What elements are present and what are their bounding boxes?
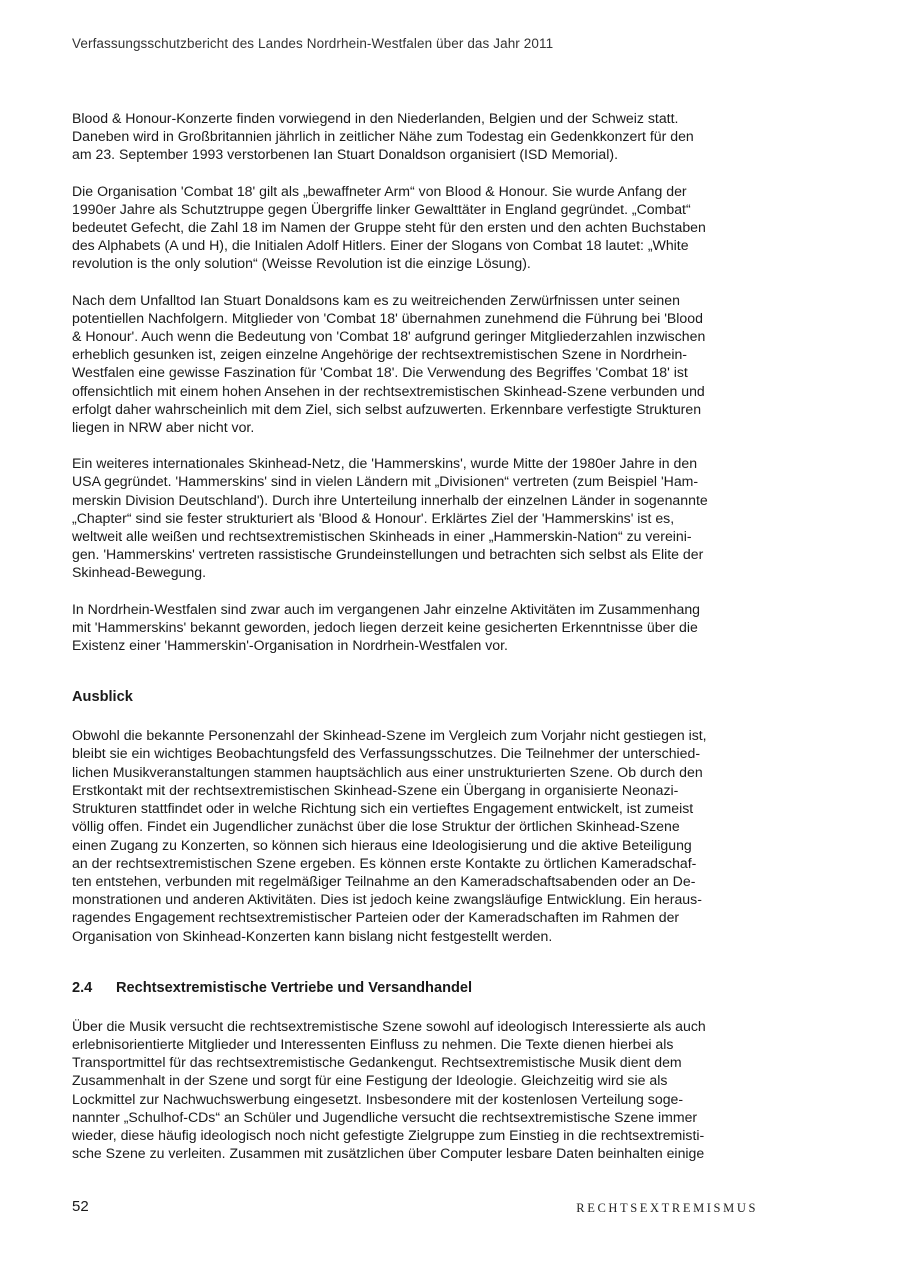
text-line: Daneben wird in Großbritannien jährlich in zeitlicher Nähe zum Todestag ein Gedenkkonzert für den <box>72 128 694 145</box>
text-line: merskin Division Deutschland'). Durch ihre Unterteilung innerhalb der einzelnen Länder in sogenannte <box>72 491 708 508</box>
text-line: Die Organisation 'Combat 18' gilt als „bewaffneter Arm“ von Blood & Honour. Sie wurde Anfang der <box>72 182 687 199</box>
text-line: & Honour'. Auch wenn die Bedeutung von 'Combat 18' aufgrund geringer Mitgliederzahlen inzwischen <box>72 328 706 345</box>
text-line: monstrationen und anderen Aktivitäten. Dies ist jedoch keine zwangsläufige Entwicklung. Ein heraus- <box>72 891 702 908</box>
paragraph-4 <box>72 454 762 581</box>
text-line: In Nordrhein-Westfalen sind zwar auch im vergangenen Jahr einzelne Aktivitäten im Zusammenhang <box>72 600 701 617</box>
paragraph-1 <box>72 109 762 164</box>
section-title: Rechtsextremistische Vertriebe und Versandhandel <box>116 979 473 996</box>
text-line: Blood & Honour-Konzerte finden vorwiegend in den Niederlanden, Belgien und der Schweiz statt. <box>72 110 679 126</box>
paragraph-5 <box>72 600 762 655</box>
page-number: 52 <box>72 1198 89 1215</box>
text-line: erheblich gesunken ist, zeigen einzelne Angehörige der rechtsextremistischen Szene in Nordrhein- <box>72 346 687 363</box>
text-line: lichen Musikveranstaltungen stammen hauptsächlich aus einer unstrukturierten Szene. Ob durch den <box>72 763 703 780</box>
ausblick-heading: Ausblick <box>72 689 133 706</box>
section-paragraph <box>72 1017 762 1163</box>
text-line: mit 'Hammerskins' bekannt geworden, jedoch liegen derzeit keine gesicherten Erkenntnisse über die <box>72 618 698 635</box>
text-line: einen Zugang zu Konzerten, so können sich hieraus eine Ideologisierung und die aktive Beteiligung <box>72 836 692 853</box>
text-line: Skinhead-Bewegung. <box>72 564 206 581</box>
text-line: revolution is the only solution“ (Weisse Revolution ist die einzige Lösung). <box>72 255 531 272</box>
text-line: 1990er Jahre als Schutztruppe gegen Übergriffe linker Gewalttäter in England gegründet. „Combat“ <box>72 200 691 217</box>
text-line: ragendes Engagement rechtsextremistischer Parteien oder der Kameradschaften im Rahmen der <box>72 909 680 926</box>
text-line: „Chapter“ sind sie fester strukturiert als 'Blood & Honour'. Erklärtes Ziel der 'Hammerskins' ist es, <box>72 509 675 526</box>
section-heading <box>72 979 762 997</box>
text-line: potentiellen Nachfolgern. Mitglieder von 'Combat 18' übernahmen zunehmend die Führung bei 'Blood <box>72 309 703 326</box>
text-line: ten entstehen, verbunden mit regelmäßiger Teilnahme an den Kameradschaftsabenden oder an De- <box>72 872 696 889</box>
text-line: sche Szene zu verleiten. Zusammen mit zusätzlichen über Computer lesbare Daten beinhalten einige <box>72 1145 705 1162</box>
text-line: Organisation von Skinhead-Konzerten kann bislang nicht festgestellt werden. <box>72 927 553 944</box>
text-line: erlebnisorientierte Mitglieder und Interessenten Einfluss zu nehmen. Die Texte dienen hierbei als <box>72 1035 674 1052</box>
text-line: Zusammenhalt in der Szene und sorgt für eine Festigung der Ideologie. Gleichzeitig wird sie als <box>72 1072 668 1089</box>
footer-section-label: RECHTSEXTREMISMUS <box>576 1201 758 1215</box>
text-line: Erstkontakt mit der rechtsextremistischen Skinhead-Szene ein Übergang in organisierte Neonazi- <box>72 781 679 798</box>
text-line: an der rechtsextremistischen Szene ergeben. Es können erste Kontakte zu örtlichen Kameradschaf- <box>72 854 697 871</box>
text-line: wieder, diese häufig ideologisch noch nicht gefestigte Zielgruppe zum Einstieg in die rechtsextremisti- <box>72 1126 705 1143</box>
text-line: am 23. September 1993 verstorbenen Ian Stuart Donaldson organisiert (ISD Memorial). <box>72 146 619 163</box>
text-line: Westfalen eine gewisse Faszination für 'Combat 18'. Die Verwendung des Begriffes 'Combat 18' ist <box>72 364 688 381</box>
section-number: 2.4 <box>72 979 93 996</box>
text-line: liegen in NRW aber nicht vor. <box>72 419 255 436</box>
text-line: nannter „Schulhof-CDs“ an Schüler und Jugendliche versucht die rechtsextremistische Szene immer <box>72 1108 698 1125</box>
text-line: erfolgt daher wahrscheinlich mit dem Ziel, sich selbst aufzuwerten. Erkennbare verfestigte Strukturen <box>72 400 702 417</box>
text-line: Lockmittel zur Nachwuchswerbung eingesetzt. Insbesondere mit der kostenlosen Verteilung soge- <box>72 1090 684 1107</box>
ausblick-paragraph <box>72 726 762 944</box>
text-line: Ein weiteres internationales Skinhead-Netz, die 'Hammerskins', wurde Mitte der 1980er Jahre in den <box>72 455 698 472</box>
text-line: bleibt sie ein wichtiges Beobachtungsfeld des Verfassungsschutzes. Die Teilnehmer der unterschied- <box>72 745 701 762</box>
text-line: Nach dem Unfalltod Ian Stuart Donaldsons kam es zu weitreichenden Zerwürfnissen unter seinen <box>72 291 680 308</box>
text-line: Obwohl die bekannte Personenzahl der Skinhead-Szene im Vergleich zum Vorjahr nicht gestiegen ist, <box>72 727 707 744</box>
text-line: Strukturen stattfindet oder in welche Richtung sich ein vertieftes Engagement entwickelt, ist zumeist <box>72 800 694 817</box>
text-line: des Alphabets (A und H), die Initialen Adolf Hitlers. Einer der Slogans von Combat 18 lautet: „White <box>72 237 689 254</box>
text-line: bedeutet Gefecht, die Zahl 18 im Namen der Gruppe steht für den ersten und den achten Buchstaben <box>72 219 706 236</box>
text-line: USA gegründet. 'Hammerskins' sind in vielen Ländern mit „Divisionen“ vertreten (zum Beispiel 'Ham- <box>72 473 699 490</box>
page-header: Verfassungsschutzbericht des Landes Nordrhein-Westfalen über das Jahr 2011 <box>72 36 554 51</box>
text-line: Existenz einer 'Hammerskin'-Organisation in Nordrhein-Westfalen vor. <box>72 637 508 654</box>
text-line: Über die Musik versucht die rechtsextremistische Szene sowohl auf ideologisch Interessierte als auch <box>72 1017 706 1034</box>
text-line: Transportmittel für das rechtsextremistische Gedankengut. Rechtsextremistische Musik dient dem <box>72 1054 682 1071</box>
text-line: weltweit alle weißen und rechtsextremistischen Skinheads in einer „Hammerskin-Nation“ zu vereini- <box>72 528 692 545</box>
document-body <box>72 109 762 1162</box>
text-line: völlig offen. Findet ein Jugendlicher zunächst über die lose Struktur der örtlichen Skinhead-Szene <box>72 818 680 835</box>
paragraph-3 <box>72 291 762 437</box>
text-line: offensichtlich mit einem hohen Ansehen in der rechtsextremistischen Skinhead-Szene verbunden und <box>72 382 705 399</box>
paragraph-2 <box>72 182 762 273</box>
text-line: gen. 'Hammerskins' vertreten rassistische Grundeinstellungen und betrachten sich selbst als Elite der <box>72 546 704 563</box>
